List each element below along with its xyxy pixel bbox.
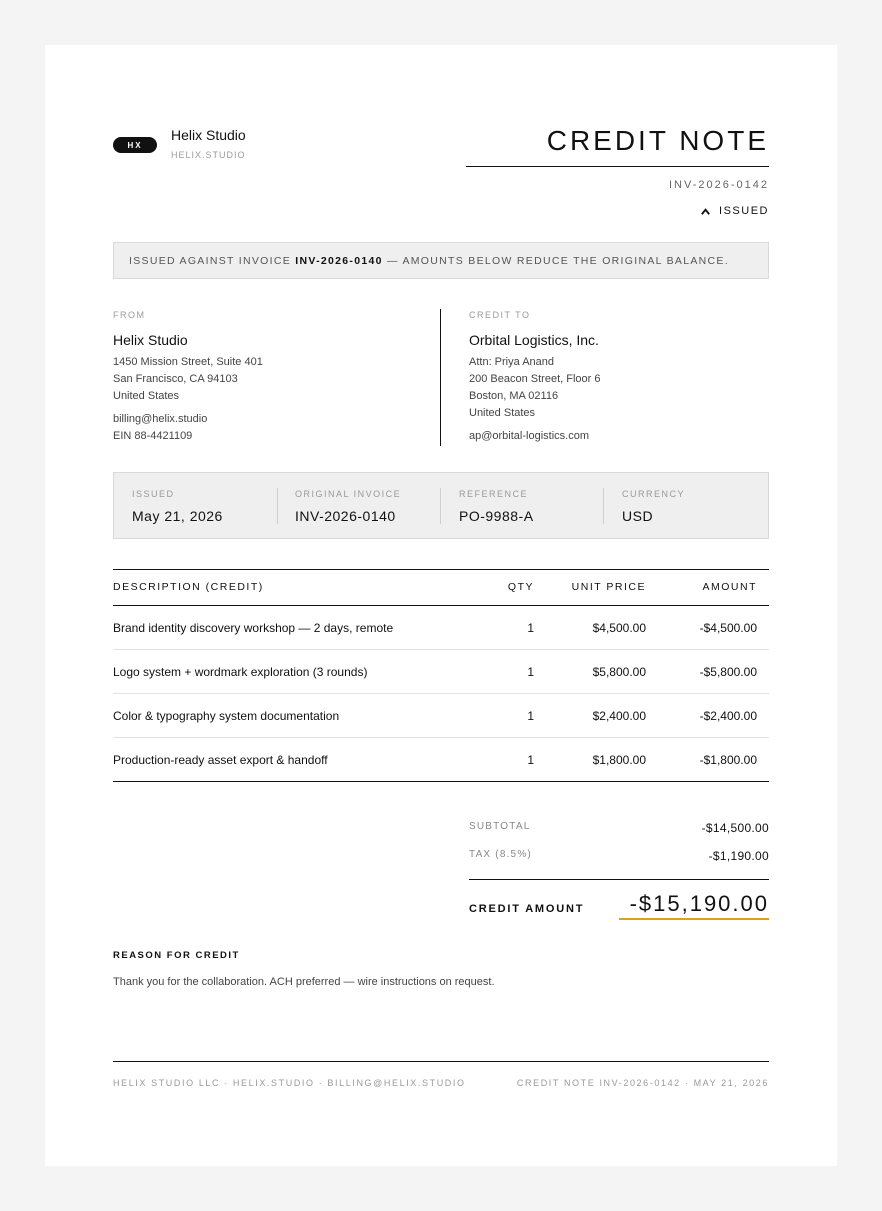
from-name: Helix Studio <box>113 332 188 348</box>
brand-url: HELIX.STUDIO <box>171 150 246 160</box>
row-unit-price: $4,500.00 <box>592 621 646 635</box>
row-qty: 1 <box>527 753 534 767</box>
credit-amount-label: CREDIT AMOUNT <box>469 903 585 915</box>
status-badge <box>700 205 769 217</box>
from-address-line: United States <box>113 390 180 402</box>
meta-value: INV-2026-0140 <box>295 508 396 524</box>
column-header-amount: AMOUNT <box>702 581 757 593</box>
row-amount: -$2,400.00 <box>699 709 757 723</box>
subtotal-label: SUBTOTAL <box>469 821 531 832</box>
footer-right: CREDIT NOTE INV-2026-0142 · MAY 21, 2026 <box>516 1078 769 1088</box>
row-qty: 1 <box>527 709 534 723</box>
row-unit-price: $1,800.00 <box>592 753 646 767</box>
credit-to-attn: Attn: Priya Anand <box>469 356 554 368</box>
from-ein: EIN 88-4421109 <box>113 430 193 442</box>
from-label: FROM <box>113 310 146 320</box>
credit-amount-underline <box>619 918 769 920</box>
row-unit-price: $5,800.00 <box>592 665 646 679</box>
column-header-description: DESCRIPTION (CREDIT) <box>113 581 264 593</box>
party-divider <box>440 309 441 446</box>
meta-value: May 21, 2026 <box>132 508 223 524</box>
meta-label: CURRENCY <box>622 489 686 499</box>
from-block <box>113 310 263 445</box>
credit-note-sheet <box>45 45 837 1166</box>
table-top-rule <box>113 569 769 570</box>
reference-banner <box>113 242 769 279</box>
row-qty: 1 <box>527 621 534 635</box>
meta-issued <box>114 473 277 538</box>
tax-value: -$1,190.00 <box>708 849 769 863</box>
row-amount: -$5,800.00 <box>699 665 757 679</box>
credit-to-block <box>469 310 600 445</box>
title-rule <box>466 166 769 167</box>
credit-amount-value: -$15,190.00 <box>629 891 769 916</box>
credit-to-label: CREDIT TO <box>469 310 531 320</box>
table-row <box>113 694 769 738</box>
row-description: Brand identity discovery workshop — 2 days, remote <box>113 621 394 635</box>
column-header-unit-price: UNIT PRICE <box>571 581 646 593</box>
from-address-line: San Francisco, CA 94103 <box>113 373 238 385</box>
chevron-up-icon <box>700 206 711 217</box>
row-description: Production-ready asset export & handoff <box>113 753 328 767</box>
meta-label: ORIGINAL INVOICE <box>295 489 402 499</box>
credit-to-email[interactable]: ap@orbital-logistics.com <box>469 430 589 442</box>
document-number: INV-2026-0142 <box>669 179 769 191</box>
footer-rule <box>113 1061 769 1062</box>
row-amount: -$1,800.00 <box>699 753 757 767</box>
reason-label: REASON FOR CREDIT <box>113 950 240 961</box>
banner-prefix: ISSUED AGAINST INVOICE <box>129 254 296 267</box>
banner-invoice: INV-2026-0140 <box>295 254 383 267</box>
from-email[interactable]: billing@helix.studio <box>113 413 208 425</box>
meta-value: PO-9988-A <box>459 508 534 524</box>
row-description: Logo system + wordmark exploration (3 rounds) <box>113 665 368 679</box>
reason-text: Thank you for the collaboration. ACH preferred — wire instructions on request. <box>113 976 495 988</box>
meta-strip <box>113 472 769 539</box>
meta-value: USD <box>622 508 654 524</box>
row-amount: -$4,500.00 <box>699 621 757 635</box>
tax-label: TAX (8.5%) <box>469 849 532 860</box>
meta-label: ISSUED <box>132 489 175 499</box>
row-unit-price: $2,400.00 <box>592 709 646 723</box>
totals-rule <box>469 879 769 880</box>
banner-suffix: — AMOUNTS BELOW REDUCE THE ORIGINAL BALANCE. <box>382 254 729 267</box>
credit-to-address-line: Boston, MA 02116 <box>469 390 559 402</box>
subtotal-value: -$14,500.00 <box>701 821 769 835</box>
meta-reference <box>440 473 603 538</box>
meta-label: REFERENCE <box>459 489 529 499</box>
brand-badge: HX <box>113 137 157 153</box>
credit-to-name: Orbital Logistics, Inc. <box>469 332 599 348</box>
row-description: Color & typography system documentation <box>113 709 340 723</box>
row-qty: 1 <box>527 665 534 679</box>
table-row <box>113 606 769 650</box>
credit-to-address-line: United States <box>469 407 536 419</box>
status-label: ISSUED <box>719 205 769 217</box>
document-title: CREDIT NOTE <box>546 125 769 156</box>
brand-name: Helix Studio <box>171 127 246 143</box>
column-header-qty: QTY <box>507 581 534 593</box>
footer-left: HELIX STUDIO LLC · HELIX.STUDIO · BILLING@HELIX.STUDIO <box>113 1078 466 1088</box>
meta-original-invoice <box>277 473 440 538</box>
meta-currency <box>603 473 768 538</box>
from-address-line: 1450 Mission Street, Suite 401 <box>113 356 263 368</box>
table-row <box>113 650 769 694</box>
credit-to-address-line: 200 Beacon Street, Floor 6 <box>469 373 601 385</box>
table-row <box>113 738 769 782</box>
